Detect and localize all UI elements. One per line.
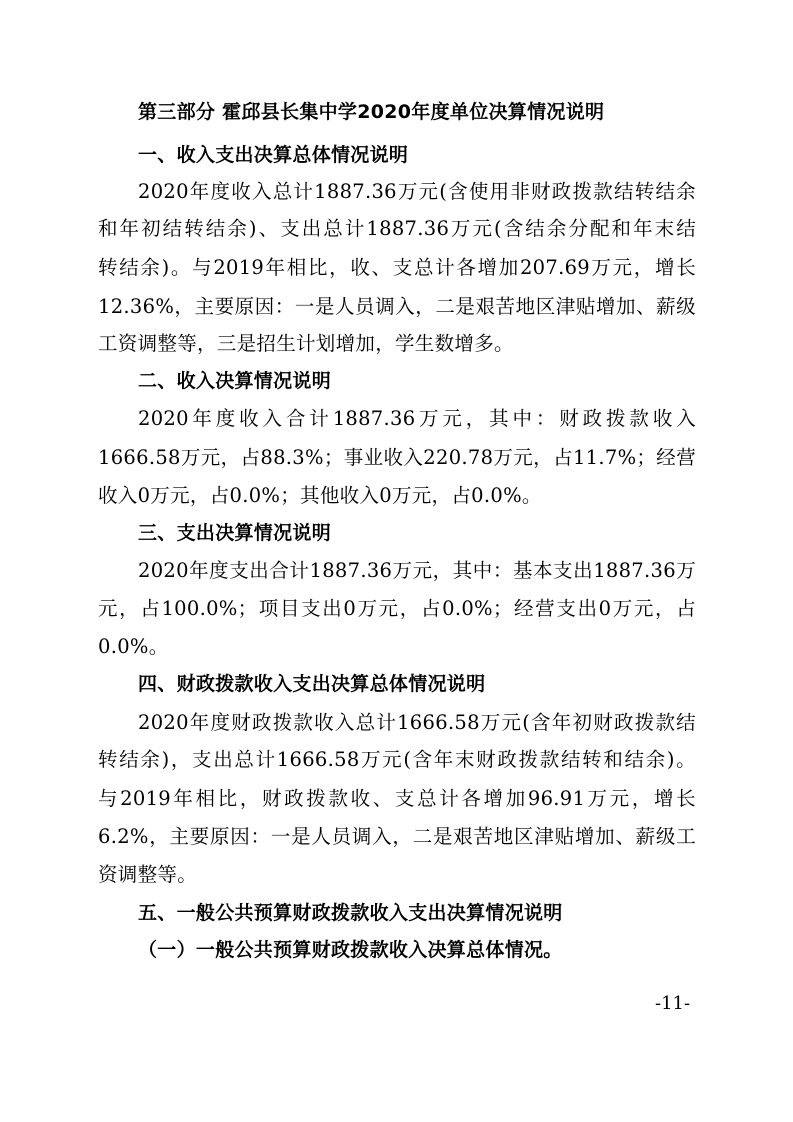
section4-line: 与2019年相比，财政拨款收、支总计各增加96.91万元，增长 [98, 787, 696, 810]
section2-heading: 二、收入决算情况说明 [138, 370, 332, 392]
section1-line: 和年初结转结余)、支出总计1887.36万元(含结余分配和年末结 [98, 217, 696, 240]
section4-line: 转结余)，支出总计1666.58万元(含年末财政拨款结转和结余)。 [98, 748, 696, 771]
section1-line: 12.36%，主要原因：一是人员调入，二是艰苦地区津贴增加、薪级 [98, 295, 696, 318]
section3-line: 0.0%。 [98, 635, 169, 658]
section2-line: 1666.58万元，占88.3%；事业收入220.78万元，占11.7%；经营 [98, 446, 696, 469]
section3-line: 2020年度支出合计1887.36万元，其中：基本支出1887.36万 [138, 559, 696, 582]
page-title: 第三部分 霍邱县长集中学2020年度单位决算情况说明 [138, 101, 605, 123]
section4-line: 2020年度财政拨款收入总计1666.58万元(含年初财政拨款结 [138, 711, 696, 734]
section2-line: 2020年度收入合计1887.36万元，其中：财政拨款收入 [138, 407, 696, 430]
section4-heading: 四、财政拨款收入支出决算总体情况说明 [138, 673, 486, 695]
section5-heading: 五、一般公共预算财政拨款收入支出决算情况说明 [138, 902, 563, 924]
section4-line: 资调整等。 [98, 863, 198, 886]
section2-line: 收入0万元，占0.0%；其他收入0万元，占0.0%。 [98, 484, 542, 507]
section1-heading: 一、收入支出决算总体情况说明 [138, 144, 409, 166]
section1-line: 工资调整等，三是招生计划增加，学生数增多。 [98, 332, 514, 355]
page-number: -11- [655, 993, 691, 1014]
section3-line: 元，占100.0%；项目支出0万元，占0.0%；经营支出0万元，占 [98, 597, 696, 620]
section5-subheading: （一）一般公共预算财政拨款收入决算总体情况。 [138, 939, 563, 961]
section1-line: 2020年度收入总计1887.36万元(含使用非财政拨款结转结余 [138, 180, 696, 203]
section4-line: 6.2%，主要原因：一是人员调入，二是艰苦地区津贴增加、薪级工 [98, 825, 696, 848]
section1-line: 转结余)。与2019年相比，收、支总计各增加207.69万元，增长 [98, 256, 696, 279]
section3-heading: 三、支出决算情况说明 [138, 522, 332, 544]
